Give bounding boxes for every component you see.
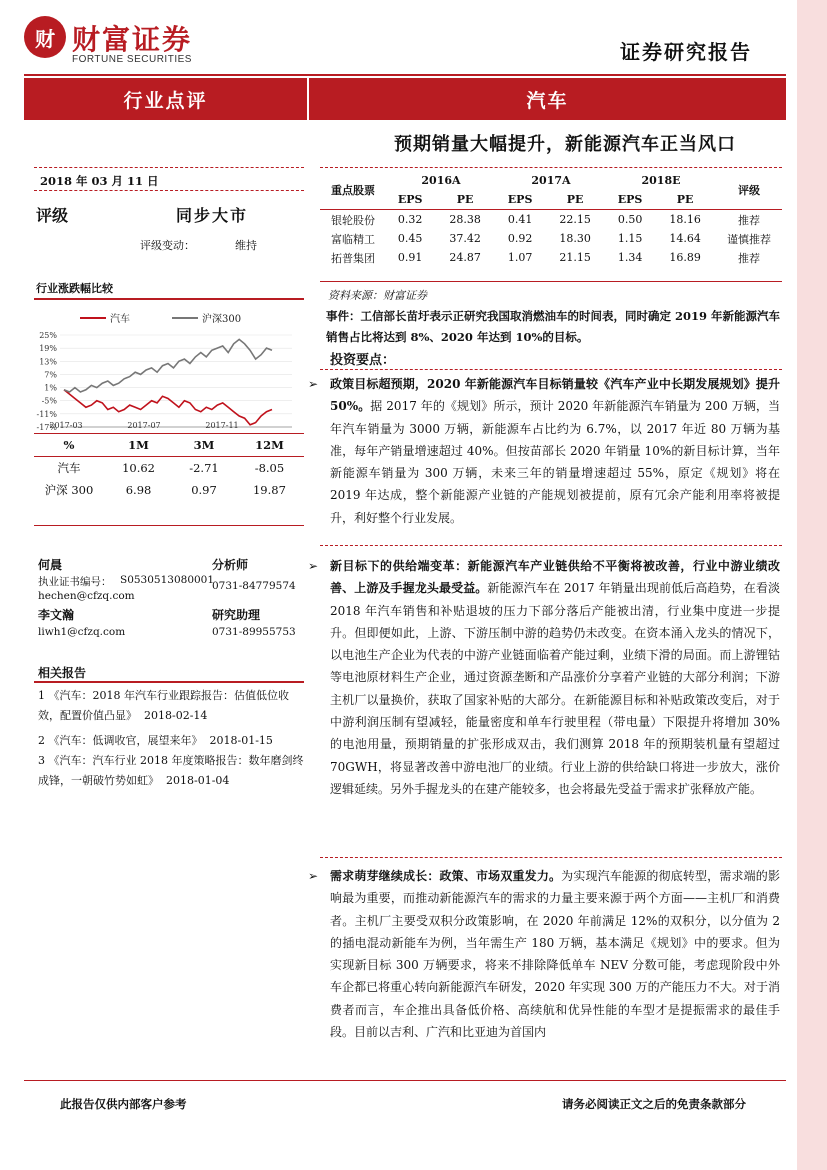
y-tick-label: 7% [44, 370, 57, 380]
table-cell: 37.42 [449, 232, 481, 245]
table-cell: -2.71 [189, 461, 219, 475]
table-row [320, 229, 782, 248]
table-header: PE [566, 193, 584, 206]
table-header: EPS [397, 193, 423, 206]
y-tick-label: 13% [39, 357, 57, 367]
table-header: 12M [255, 438, 284, 452]
table-cell: -8.05 [254, 461, 285, 475]
report-link[interactable]: 2 《汽车：低调收官，展望来年》 [38, 734, 203, 747]
cert-number: S0530513080001 [120, 574, 215, 586]
footer-right: 请务必阅读正文之后的免责条款部分 [562, 1097, 746, 1111]
stock-name: 拓普集团 [331, 251, 375, 265]
logo-text: 财富证券 [72, 23, 193, 56]
table-header: 评级 [738, 184, 760, 197]
table-cell: 14.64 [669, 232, 701, 245]
table-cell: 0.92 [507, 232, 533, 245]
divider [320, 545, 782, 546]
cert-label: 执业证书编号： [38, 576, 112, 588]
table-cell: 28.38 [449, 213, 481, 226]
y-tick-label: 25% [39, 331, 57, 340]
list-item[interactable] [38, 731, 306, 751]
divider [320, 369, 782, 370]
analyst-label: 分析师 [212, 558, 249, 572]
table-cell: 1.15 [617, 232, 643, 245]
points-title: 投资要点： [330, 353, 396, 368]
table-header: 1M [128, 438, 149, 452]
table-cell: 19.87 [252, 483, 286, 497]
divider [34, 167, 304, 168]
stock-rating: 推荐 [738, 213, 760, 227]
chart-section-title: 行业涨跌幅比较 [36, 282, 113, 295]
table-cell: 沪深 300 [44, 483, 94, 497]
table-cell: 21.15 [559, 251, 591, 264]
point-text: 新能源汽车在 2017 年销量出现前低后高趋势，在看淡 2018 年汽车销售和补贴退坡的压力下部分落后产能被出清，行业集中度进一步提升。但即便如此，上游、下游压制中游的趋势仍未改变。在资本涌入龙头的情况下，以电池生产企业为代表的中游产业链面临着产能过剩，业绩下滑的局面。而上游锂钴等电池原材料生产企业，通过资源垄断和产品涨价分享着产业链的大部分利润；下游主机厂以量换价，获取了国家补贴的大部分。在新能源目标和补贴政策改变后，对于中游利润压制有望减轻，能量密度和单车行驶里程（带电量）下限提升将增加 30%的电池用量，预期销量的扩张形成双击，我们测算 2018 年的预期装机量有望超过 70GWH，将显著改善中游电池厂的业绩。行业上游的供给缺口将进一步放大，涨价逻辑延续。另外手握龙头的在建产能较多，也会将最先受益于需求扩张释放产能。 [330, 581, 780, 796]
y-tick-label: -11% [36, 409, 57, 419]
table-cell: 22.15 [559, 213, 591, 226]
investment-point [308, 373, 780, 529]
footer-divider [24, 1080, 786, 1081]
stock-rating-table [320, 171, 782, 267]
report-link[interactable]: 3 《汽车：汽车行业 2018 年度策略报告：数年磨剑终成锋，一朝破竹势如虹》 [38, 754, 304, 787]
table-row [34, 457, 304, 480]
point-heading: 新目标下的供给端变革：新能源汽车产业链供给不平衡将被改善，行业中游业绩改善、上游及手握龙头最受益。 [330, 559, 780, 596]
analyst-name: 李文瀚 [38, 608, 75, 622]
event-text: 工信部长苗圩表示正研究我国取消燃油车的时间表，同时确定 2019 年新能源汽车销售占比将达到 8%、2020 年达到 10%的目标。 [326, 309, 781, 344]
table-cell: 0.45 [397, 232, 423, 245]
table-cell: 0.41 [507, 213, 533, 226]
assistant-phone: 0731-89955753 [212, 626, 296, 638]
table-header: EPS [507, 193, 533, 206]
arrow-bullet-icon: ➢ [308, 869, 319, 883]
related-reports-title: 相关报告 [38, 666, 87, 680]
analyst-email[interactable]: liwh1@cfzq.com [38, 626, 126, 638]
table-header: 重点股票 [331, 184, 375, 197]
logo-icon: 财 [24, 16, 66, 58]
divider [320, 857, 782, 858]
table-header-row [34, 434, 304, 457]
table-header-row [320, 171, 782, 190]
table-cell: 1.07 [507, 251, 533, 264]
event-paragraph [326, 306, 790, 348]
legend-label: 汽车 [110, 314, 130, 325]
table-header: 2017A [531, 174, 571, 187]
x-tick-label: 2017-03 [49, 421, 83, 430]
divider [34, 525, 304, 526]
table-header: 2016A [421, 174, 461, 187]
rating-label: 评级 [36, 206, 69, 225]
table-cell: 0.32 [397, 213, 423, 226]
table-cell: 0.91 [397, 251, 423, 264]
table-row [34, 479, 304, 501]
table-header: PE [676, 193, 694, 206]
banner-category: 行业点评 [24, 78, 307, 120]
table-cell: 0.97 [191, 483, 217, 497]
table-row [320, 210, 782, 230]
report-link[interactable]: 1 《汽车：2018 年汽车行业跟踪报告：估值低位收效，配置价值凸显》 [38, 689, 289, 722]
page-title: 预期销量大幅提升，新能源汽车正当风口 [394, 134, 736, 155]
rating-change-label: 评级变动： [140, 239, 195, 252]
report-type: 证券研究报告 [620, 40, 752, 64]
stock-rating: 推荐 [738, 251, 760, 265]
rating-value: 同步大市 [176, 206, 249, 225]
table-cell: 18.16 [669, 213, 701, 226]
table-row [320, 248, 782, 267]
table-header: EPS [617, 193, 643, 206]
report-date: 2018-01-04 [166, 774, 230, 787]
divider [320, 281, 782, 282]
industry-chart [30, 305, 302, 433]
table-header: 2018E [641, 174, 681, 187]
analyst-name: 何晨 [38, 558, 63, 572]
analyst-email[interactable]: hechen@cfzq.com [38, 590, 135, 602]
related-reports-list [38, 686, 306, 791]
stock-rating: 谨慎推荐 [727, 232, 771, 246]
arrow-bullet-icon: ➢ [308, 377, 319, 391]
series-line-沪深300 [64, 339, 272, 392]
table-cell: 汽车 [57, 461, 81, 475]
rating-change-value: 维持 [235, 239, 257, 252]
y-tick-label: 1% [44, 383, 57, 393]
divider [34, 681, 304, 683]
x-tick-label: 2017-07 [127, 421, 161, 430]
y-tick-label: -17% [36, 423, 57, 432]
logo-english: FORTUNE SECURITIES [72, 54, 192, 65]
report-date: 2018 年 03 月 11 日 [40, 174, 159, 188]
point-text: 为实现汽车能源的彻底转型，需求端的影响最为重要，而推动新能源汽车的需求的力量主要来源于两个方面——主机厂和消费者。主机厂主要受双积分政策影响，在 2020 年前满足 12%的双积分，以分值为 2 的插电混动新能车为例，当年需生产 180 万辆，基本满足《规划》中的要求。但为实现新目标 300 万辆要求，将来不排除降低单车 NEV 分数可能，考虑现阶段中外车企都已将重心转向新能源汽车研发，2020 年实现 300 万的产能压力不大。对于消费者而言，车企推出具备低价格、高续航和优异性能的车型才是提振需求的最佳手段。目前以吉利、广汽和比亚迪为首国内 [330, 869, 780, 1040]
divider [34, 190, 304, 191]
stock-name: 富临精工 [331, 232, 375, 246]
table-cell: 1.34 [617, 251, 643, 264]
point-heading: 需求萌芽继续成长：政策、市场双重发力。 [330, 869, 562, 883]
footer-left: 此报告仅供内部客户参考 [60, 1097, 187, 1111]
table-header-row [320, 190, 782, 210]
table-cell: 16.89 [669, 251, 701, 264]
performance-table [34, 434, 304, 501]
legend-label: 沪深300 [202, 314, 242, 325]
header-divider [24, 74, 786, 76]
table-header: % [63, 438, 75, 452]
stock-name: 银轮股份 [331, 213, 375, 227]
table-cell: 18.30 [559, 232, 591, 245]
table-cell: 24.87 [449, 251, 481, 264]
point-text: 据 2017 年的《规划》所示，预计 2020 年新能源汽车销量为 200 万辆，当年汽车销量为 3000 万辆，新能源车占比约为 6.7%，以 2017 年近 80 万辆为基准，每年产销量增速超过 40%。但按苗部长 2020 年销量 10%的新目标计算，当年新能源车销量为 300 万辆，未来三年的销量增速超过 55%，原定《规划》将在 2019 年达成，整个新能源产业链的产能规划被提前，原有冗余产能利用率将被提升，利好整个行业发展。 [330, 399, 780, 525]
event-label: 事件： [326, 309, 361, 323]
divider [320, 167, 782, 168]
divider [34, 298, 304, 300]
investment-point [308, 865, 780, 1070]
table-source: 资料来源：财富证券 [328, 289, 427, 302]
side-strip [797, 0, 827, 1170]
investment-point [308, 555, 780, 800]
table-header: PE [456, 193, 474, 206]
report-date: 2018-02-14 [144, 709, 208, 722]
assistant-label: 研究助理 [212, 608, 261, 622]
table-cell: 6.98 [125, 483, 152, 497]
y-tick-label: 19% [39, 344, 57, 354]
y-tick-label: -5% [41, 396, 57, 406]
table-cell: 0.50 [617, 213, 643, 226]
arrow-bullet-icon: ➢ [308, 559, 319, 573]
table-cell: 10.62 [122, 461, 155, 475]
list-item[interactable] [38, 751, 306, 791]
table-header: 3M [193, 438, 215, 452]
point-heading: 政策目标超预期，2020 年新能源汽车目标销量较《汽车产业中长期发展规划》提升 50%。 [330, 377, 780, 414]
analyst-phone: 0731-84779574 [212, 580, 296, 592]
report-date: 2018-01-15 [209, 734, 273, 747]
list-item[interactable] [38, 686, 306, 726]
x-tick-label: 2017-11 [205, 421, 239, 430]
series-line-汽车 [64, 390, 272, 425]
banner-industry: 汽车 [309, 78, 786, 120]
